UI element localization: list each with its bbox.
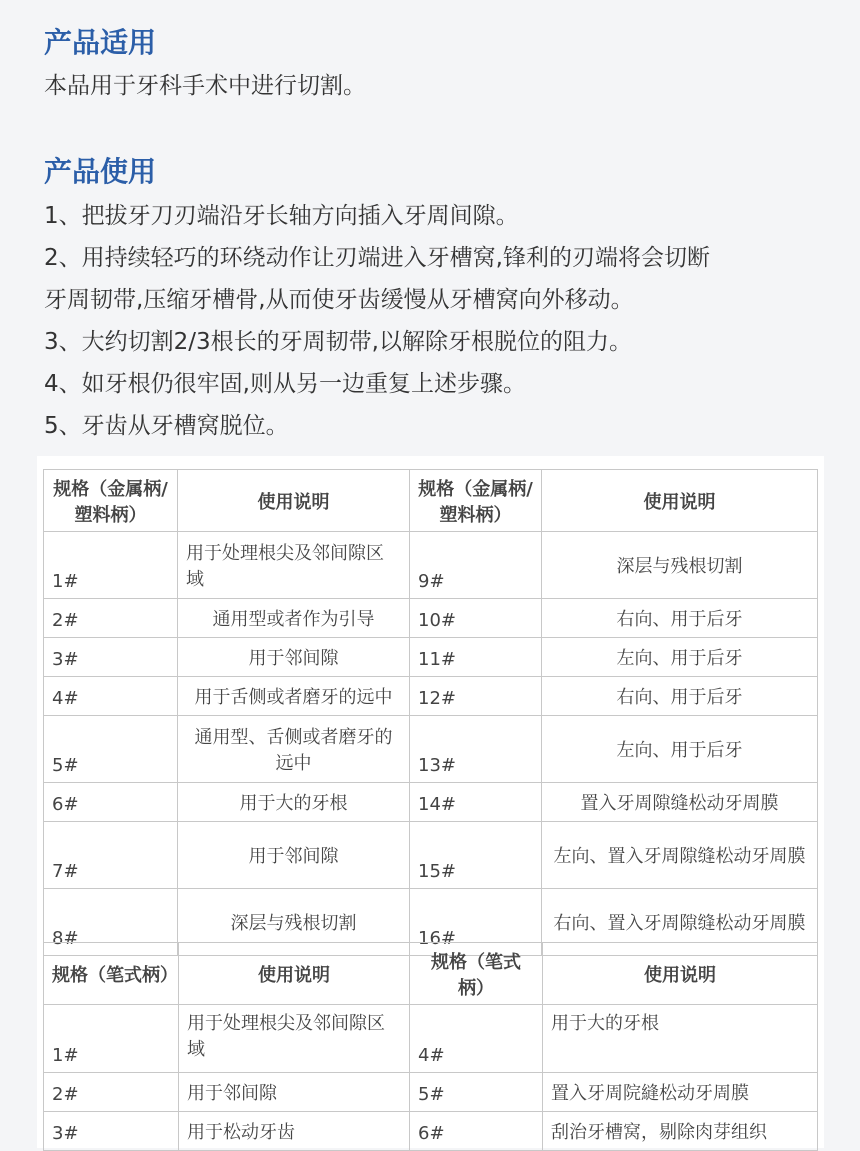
usage-cell: 通用型、舌侧或者磨牙的远中 [178,716,410,783]
spec-cell: 16# [410,889,542,956]
spec-cell: 3# [44,1112,179,1151]
usage-cell: 左向、置入牙周隙缝松动牙周膜 [542,822,818,889]
applicable-heading: 产品适用 [44,26,157,59]
spec-cell: 11# [410,638,542,677]
spec-tables-panel [37,456,824,1148]
spec-cell: 2# [44,1073,179,1112]
usage-cell: 右向、用于后牙 [542,599,818,638]
usage-step: 4、如牙根仍很牢固,则从另一边重复上述步骤。 [44,371,526,397]
usage-cell: 置入牙周院縫松动牙周膜 [543,1073,818,1112]
spec-cell: 14# [410,783,542,822]
spec-cell: 10# [410,599,542,638]
usage-cell: 通用型或者作为引导 [178,599,410,638]
usage-cell: 置入牙周隙缝松动牙周膜 [542,783,818,822]
spec-cell: 7# [44,822,178,889]
spec-cell: 13# [410,716,542,783]
usage-step: 2、用持续轻巧的环绕动作让刃端进入牙槽窝,锋利的刃端将会切断 [44,245,710,271]
applicable-text: 本品用于牙科手术中进行切割。 [44,73,366,99]
column-header-spec: 规格（笔式柄） [410,943,543,1005]
spec-cell: 5# [410,1073,543,1112]
spec-cell: 9# [410,532,542,599]
usage-step: 牙周韧带,压缩牙槽骨,从而使牙齿缓慢从牙槽窝向外移动。 [44,287,634,313]
usage-cell: 左向、用于后牙 [542,716,818,783]
table-header-row [44,470,818,532]
usage-cell: 右向、置入牙周隙缝松动牙周膜 [542,889,818,956]
spec-cell: 6# [410,1112,543,1151]
spec-cell: 4# [410,1005,543,1073]
usage-section [0,107,860,447]
table-row [44,716,818,783]
usage-cell: 用于邻间隙 [179,1073,410,1112]
spec-cell: 6# [44,783,178,822]
spec-cell: 12# [410,677,542,716]
usage-steps [44,195,860,447]
usage-step: 5、牙齿从牙槽窝脱位。 [44,413,289,439]
column-header-usage: 使用说明 [543,943,818,1005]
column-header-spec: 规格（金属柄/塑料柄） [410,470,542,532]
usage-cell: 深层与残根切割 [178,889,410,956]
applicable-section [0,0,860,107]
table-row [44,599,818,638]
usage-step: 1、把拔牙刀刃端沿牙长轴方向插入牙周间隙。 [44,203,519,229]
column-header-usage: 使用说明 [178,470,410,532]
table-row [44,783,818,822]
table-row [44,638,818,677]
spec-table-metal-plastic [43,469,818,956]
usage-cell: 右向、用于后牙 [542,677,818,716]
spec-cell: 3# [44,638,178,677]
spec-cell: 1# [44,532,178,599]
usage-cell: 用于邻间隙 [178,822,410,889]
usage-cell: 左向、用于后牙 [542,638,818,677]
spec-cell: 4# [44,677,178,716]
spec-cell: 1# [44,1005,179,1073]
spec-cell: 2# [44,599,178,638]
usage-cell: 用于大的牙根 [543,1005,818,1073]
usage-cell: 用于处理根尖及邻间隙区域 [178,532,410,599]
table-row [44,677,818,716]
table-row [44,1073,818,1112]
usage-cell: 用于大的牙根 [178,783,410,822]
usage-cell: 用于舌侧或者磨牙的远中 [178,677,410,716]
column-header-spec: 规格（金属柄/塑料柄） [44,470,178,532]
spec-table-pen-handle [43,942,818,1151]
table-row [44,822,818,889]
column-header-usage: 使用说明 [179,943,410,1005]
column-header-spec: 规格（笔式柄） [44,943,179,1005]
table-row [44,1112,818,1151]
spec-cell: 5# [44,716,178,783]
usage-cell: 刮治牙槽窝，剔除肉芽组织 [543,1112,818,1151]
usage-heading: 产品使用 [44,155,157,188]
usage-step: 3、大约切割2/3根长的牙周韧带,以解除牙根脱位的阻力。 [44,329,632,355]
usage-cell: 用于邻间隙 [178,638,410,677]
column-header-usage: 使用说明 [542,470,818,532]
spec-cell: 8# [44,889,178,956]
usage-cell: 深层与残根切割 [542,532,818,599]
table-row [44,1005,818,1073]
usage-cell: 用于松动牙齿 [179,1112,410,1151]
table-row [44,532,818,599]
spec-cell: 15# [410,822,542,889]
table-header-row [44,943,818,1005]
usage-cell: 用于处理根尖及邻间隙区域 [179,1005,410,1073]
